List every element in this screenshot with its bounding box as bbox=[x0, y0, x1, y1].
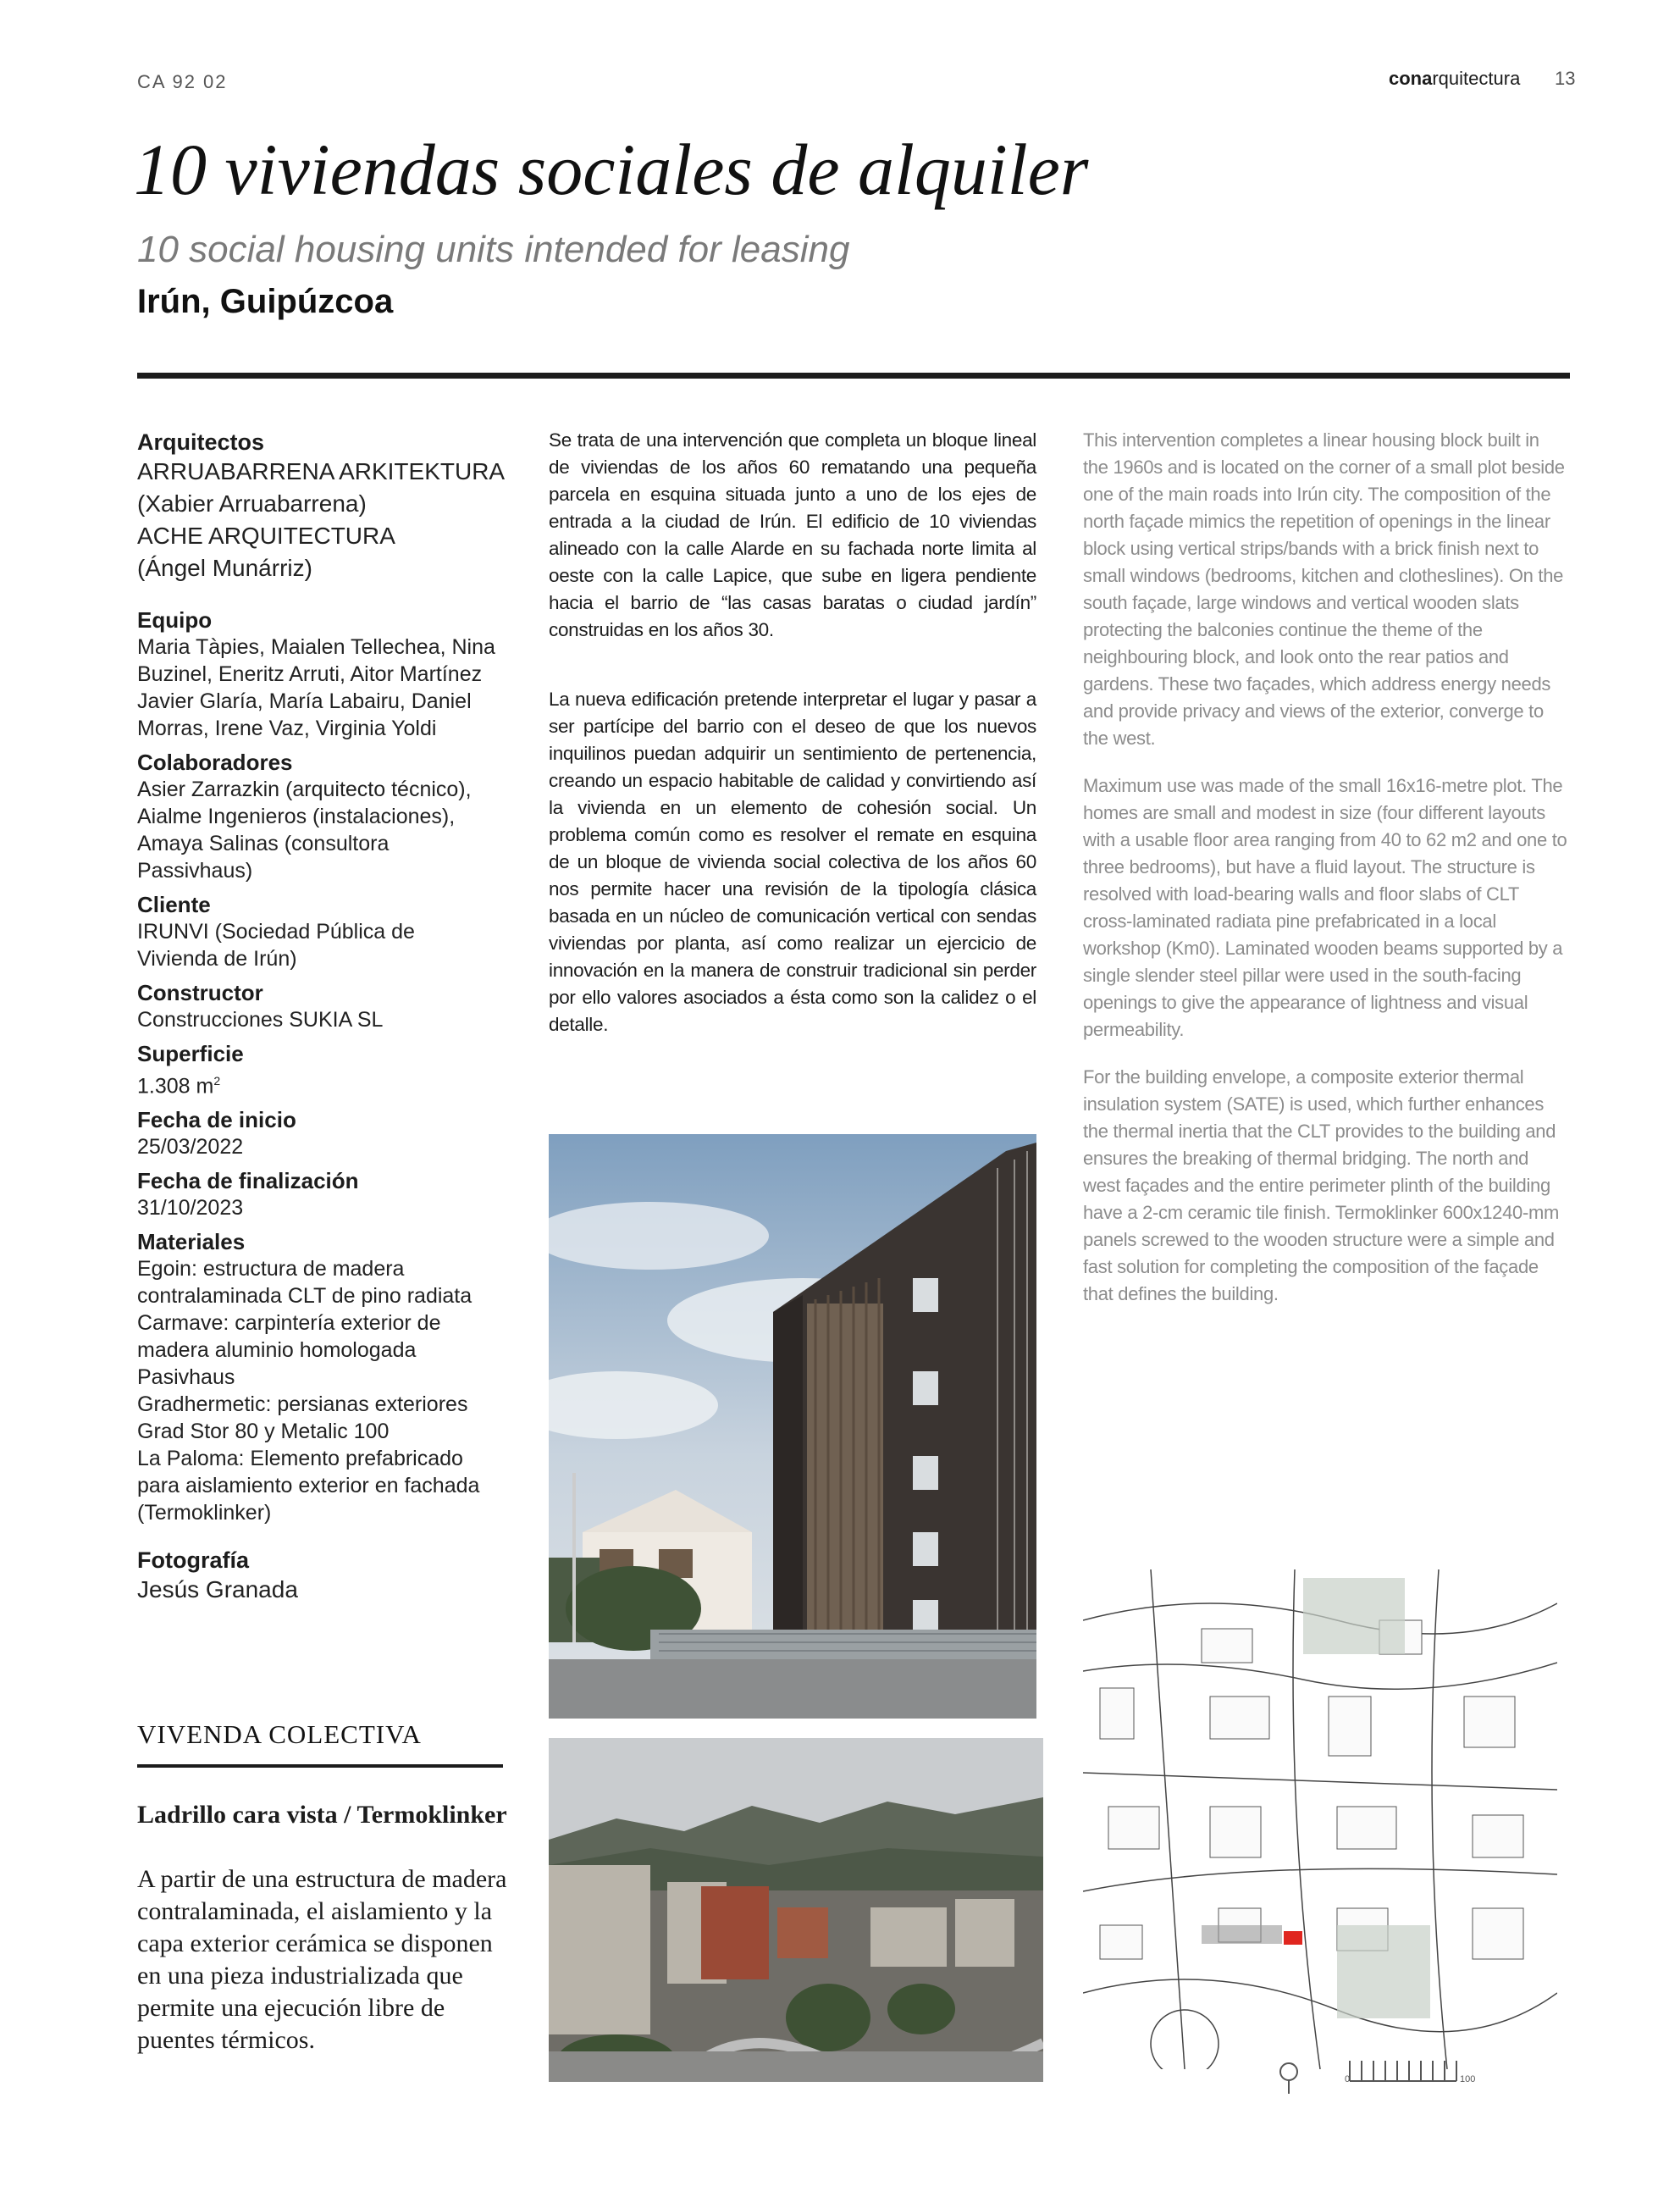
article-title: 10 viviendas sociales de alquiler bbox=[134, 129, 1089, 210]
credits-value: Grad Stor 80 y Metalic 100 bbox=[137, 1420, 390, 1444]
credits-label: Superficie bbox=[137, 1041, 244, 1066]
english-paragraph: Maximum use was made of the small 16x16-metre plot. The homes are small and modest in size (four different layouts with a usable floor area ranging from 40 to 62 m2 and one to three bedrooms), but have a fluid layout. The structure is resolved with load-bearing walls and floor slabs of CLT cross-laminated radiata pine prefabricated in a local workshop (Km0). Laminated wooden beams supported by a single slender steel pillar were used in the south-facing openings to give the appearance of lightness and visual permeability. bbox=[1083, 775, 1567, 1040]
town-aerial-graphic bbox=[549, 1738, 1043, 2082]
credits-label: Materiales bbox=[137, 1229, 246, 1255]
credits-value: Egoin: estructura de madera bbox=[137, 1257, 405, 1281]
credits-value: madera aluminio homologada bbox=[137, 1338, 417, 1363]
credits-label: Equipo bbox=[137, 607, 213, 633]
credits-value: IRUNVI (Sociedad Pública de bbox=[137, 920, 415, 944]
north-arrow-icon bbox=[1279, 2060, 1299, 2098]
english-paragraph: This intervention completes a linear housing block built in the 1960s and is located on the corner of a small plot beside one of the main roads into Irún city. The composition of the north façade mimics the repetition of openings in the linear block using vertical strips/bands with a brick finish next to small windows (bedrooms, kitchen and clotheslines). On the south façade, large windows and vertical wooden slats protecting the balconies continue the theme of the neighbouring block, and look onto the rear patios and gardens. These two façades, which address energy needs and provide privacy and views of the exterior, converge to the west. bbox=[1083, 429, 1565, 749]
site-plan bbox=[1083, 1569, 1557, 2069]
credits-end-date bbox=[137, 1167, 510, 1221]
credits-value: La Paloma: Elemento prefabricado bbox=[137, 1447, 463, 1471]
credits-value: 25/03/2022 bbox=[137, 1135, 244, 1160]
credits-client bbox=[137, 891, 510, 972]
category-subtitle: Ladrillo cara vista / Termoklinker bbox=[137, 1801, 507, 1829]
surface-value: 1.308 m bbox=[137, 1074, 214, 1099]
credits-label: Colaboradores bbox=[137, 750, 293, 775]
category-title: VIVENDA COLECTIVA bbox=[137, 1719, 422, 1749]
credits-value: Construcciones SUKIA SL bbox=[137, 1008, 384, 1032]
brand-rest: rquitectura bbox=[1432, 68, 1521, 89]
credits-value: para aislamiento exterior en fachada bbox=[137, 1474, 480, 1498]
english-paragraph: For the building envelope, a composite exterior thermal insulation system (SATE) is used, which further enhances the thermal inertia that the CLT provides to the building and ensures the breaking of thermal bridging. The north and west façades and the entire perimeter plinth of the building have a 2-cm ceramic tile finish. Termoklinker 600x1240-mm panels screwed to the wooden structure were a simple and fast solution for completing the composition of the façade that defines the building. bbox=[1083, 1066, 1560, 1304]
article-subtitle: 10 social housing units intended for leasing bbox=[137, 229, 850, 270]
credits-value bbox=[137, 1067, 510, 1099]
title-divider bbox=[137, 373, 1570, 379]
credits-value: contralaminada CLT de pino radiata bbox=[137, 1284, 472, 1309]
scale-start: 0 bbox=[1345, 2074, 1351, 2084]
scale-end: 100 bbox=[1460, 2074, 1476, 2084]
credits-value: Vivienda de Irún) bbox=[137, 947, 297, 971]
credits-collaborators bbox=[137, 749, 510, 884]
surface-unit-superscript: 2 bbox=[213, 1074, 221, 1088]
credits-label: Cliente bbox=[137, 892, 211, 917]
spanish-paragraph: Se trata de una intervención que completa un bloque lineal de viviendas de los años 60 rematando una pequeña parcela en esquina situada junto a uno de los ejes de entrada a la ciudad de Irún. El edificio de 10 viviendas alineado con la calle Alarde en su fachada norte limita al oeste con la calle Lapice, que sube en ligera pendiente hacia el barrio de “las casas baratas o ciudad jardín” construidas en los años 30. bbox=[549, 429, 1036, 640]
credits-value: (Termoklinker) bbox=[137, 1501, 272, 1525]
credits-value: (Xabier Arruabarrena) bbox=[137, 490, 367, 517]
spanish-paragraph: La nueva edificación pretende interpretar el lugar y pasar a ser partícipe del barrio con el deseo de que los nuevos inquilinos puedan adquirir un sentimiento de pertenencia, creando un espacio habitable de calidad y convirtiendo así la vivienda en un elemento de cohesión social. Un problema común como es resolver el remate en esquina de un bloque de vivienda social colectiva de los años 60 nos permite hacer una revisión de la tipología clásica basada en un núcleo de comunicación vertical con sendas viviendas por planta, así como realizar un ejercicio de innovación en la manera de construir tradicional sin perder por ello valores asociados a ésta como son la calidez o el detalle. bbox=[549, 689, 1036, 1035]
brand-bold: cona bbox=[1389, 68, 1433, 89]
scale-bar bbox=[1346, 2054, 1482, 2088]
category-divider bbox=[137, 1764, 503, 1768]
credits-value: Maria Tàpies, Maialen Tellechea, Nina bbox=[137, 635, 495, 659]
town-aerial-photo bbox=[549, 1738, 1043, 2082]
plot-highlight bbox=[1284, 1931, 1302, 1945]
category-body: A partir de una estructura de madera contralaminada, el aislamiento y la capa exterior cerámica se disponen en una pieza industrializada que permite una ejecución libre de puentes térmicos. bbox=[137, 1865, 507, 2054]
credits-label: Constructor bbox=[137, 980, 263, 1005]
credits-photography bbox=[137, 1547, 510, 1606]
credits-value: Asier Zarrazkin (arquitecto técnico), bbox=[137, 778, 472, 801]
credits-label: Arquitectos bbox=[137, 429, 265, 455]
credits-start-date bbox=[137, 1106, 510, 1160]
credits-value: ARRUABARRENA ARKITEKTURA bbox=[137, 458, 506, 484]
credits-value: Pasivhaus bbox=[137, 1365, 235, 1390]
credits-builder bbox=[137, 979, 510, 1033]
credits-value: Passivhaus) bbox=[137, 859, 253, 883]
credits-value: Morras, Irene Vaz, Virginia Yoldi bbox=[137, 717, 437, 740]
credits-value: Javier Glaría, María Labairu, Daniel bbox=[137, 689, 472, 713]
credits-team bbox=[137, 606, 510, 742]
credits-value: Buzinel, Eneritz Arruti, Aitor Martínez bbox=[137, 662, 483, 686]
site-plan-graphic bbox=[1083, 1569, 1557, 2069]
credits-value: Amaya Salinas (consultora bbox=[137, 832, 390, 855]
page-number: 13 bbox=[1555, 68, 1576, 89]
building-photo-graphic bbox=[549, 1134, 1036, 1719]
issue-number: CA 92 02 bbox=[137, 71, 228, 92]
credits-value: Gradhermetic: persianas exteriores bbox=[137, 1392, 468, 1417]
credits-label: Fecha de inicio bbox=[137, 1107, 296, 1133]
credits-value: Jesús Granada bbox=[137, 1576, 298, 1603]
credits-value: (Ángel Munárriz) bbox=[137, 555, 312, 581]
credits-value: Carmave: carpintería exterior de bbox=[137, 1311, 441, 1336]
credits-label: Fecha de finalización bbox=[137, 1168, 359, 1194]
credits-value: 31/10/2023 bbox=[137, 1196, 244, 1221]
credits-architects bbox=[137, 429, 510, 584]
credits-materials bbox=[137, 1228, 510, 1526]
credits-label: Fotografía bbox=[137, 1547, 249, 1574]
article-location: Irún, Guipúzcoa bbox=[137, 283, 394, 320]
magazine-brand bbox=[1389, 68, 1520, 90]
credits-surface bbox=[137, 1040, 510, 1099]
credits-value: ACHE ARQUITECTURA bbox=[137, 523, 395, 549]
credits-value: Aialme Ingenieros (instalaciones), bbox=[137, 805, 456, 828]
building-photo bbox=[549, 1134, 1036, 1719]
credits-sidebar bbox=[137, 429, 510, 1613]
